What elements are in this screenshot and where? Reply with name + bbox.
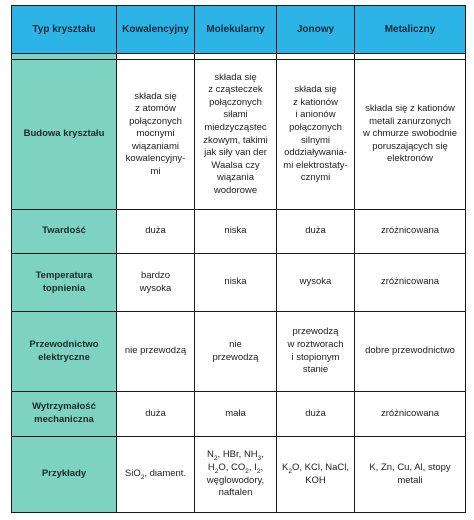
cell-metallic: zróżnicowana (355, 392, 466, 437)
cell-metallic: dobre przewodnictwo (355, 312, 466, 392)
row-label: Wytrzymałość mechaniczna (12, 392, 117, 437)
cell-ionic: duża (277, 210, 355, 254)
cell-metallic: zróżnicowana (355, 254, 466, 312)
row-electrical-conductivity (12, 312, 466, 392)
cell-molecular: niska (195, 254, 277, 312)
cell-ionic: $K_2O$, KCl, NaCl, KOH (277, 437, 355, 513)
header-metallic: Metaliczny (355, 6, 466, 54)
crystal-types-table (11, 5, 466, 513)
cell-molecular: nie przewodzą (195, 312, 277, 392)
header-crystal-type: Typ kryształu (12, 6, 117, 54)
header-molecular: Molekularny (195, 6, 277, 54)
row-label: Przykłady (12, 437, 117, 513)
header-row (12, 6, 466, 54)
row-label: Temperatura topnienia (12, 254, 117, 312)
cell-molecular: niska (195, 210, 277, 254)
cell-ionic: składa się z kationów i anionów połączonych silnymi oddziaływania- mi elektrostaty- cznymi (277, 60, 355, 210)
cell-covalent: duża (117, 392, 195, 437)
cell-metallic: K, Zn, Cu, Al, stopy metali (355, 437, 466, 513)
cell-ionic: duża (277, 392, 355, 437)
row-label: Przewodnictwo elektryczne (12, 312, 117, 392)
row-examples (12, 437, 466, 513)
row-label: Budowa kryształu (12, 60, 117, 210)
cell-ionic: wysoka (277, 254, 355, 312)
cell-molecular: mała (195, 392, 277, 437)
cell-covalent: duża (117, 210, 195, 254)
cell-metallic: składa się z kationów metali zanurzonych w chmurze swobodnie poruszających się elektronów (355, 60, 466, 210)
header-ionic: Jonowy (277, 6, 355, 54)
header-covalent: Kowalencyjny (117, 6, 195, 54)
cell-covalent: bardzo wysoka (117, 254, 195, 312)
cell-covalent: składa się z atomów połączonych mocnymi wiązaniami kowalencyjny- mi (117, 60, 195, 210)
row-label: Twardość (12, 210, 117, 254)
cell-metallic: zróżnicowana (355, 210, 466, 254)
row-mechanical-strength (12, 392, 466, 437)
cell-covalent: nie przewodzą (117, 312, 195, 392)
cell-ionic: przewodzą w roztworach i stopionym stanie (277, 312, 355, 392)
cell-molecular: składa się z cząsteczek połączonych siłami miedzycząstec zkowym, takimi jak siły van der Waalsa czy wiązania wodorowe (195, 60, 277, 210)
cell-covalent: SiO$_2$, diament. (117, 437, 195, 513)
cell-molecular: $N_2$, HBr, $NH_3$, $H_2O$, $CO_2$, $I_2$, węglowodory, naftalen (195, 437, 277, 513)
row-hardness (12, 210, 466, 254)
row-melting-point (12, 254, 466, 312)
row-crystal-structure (12, 60, 466, 210)
